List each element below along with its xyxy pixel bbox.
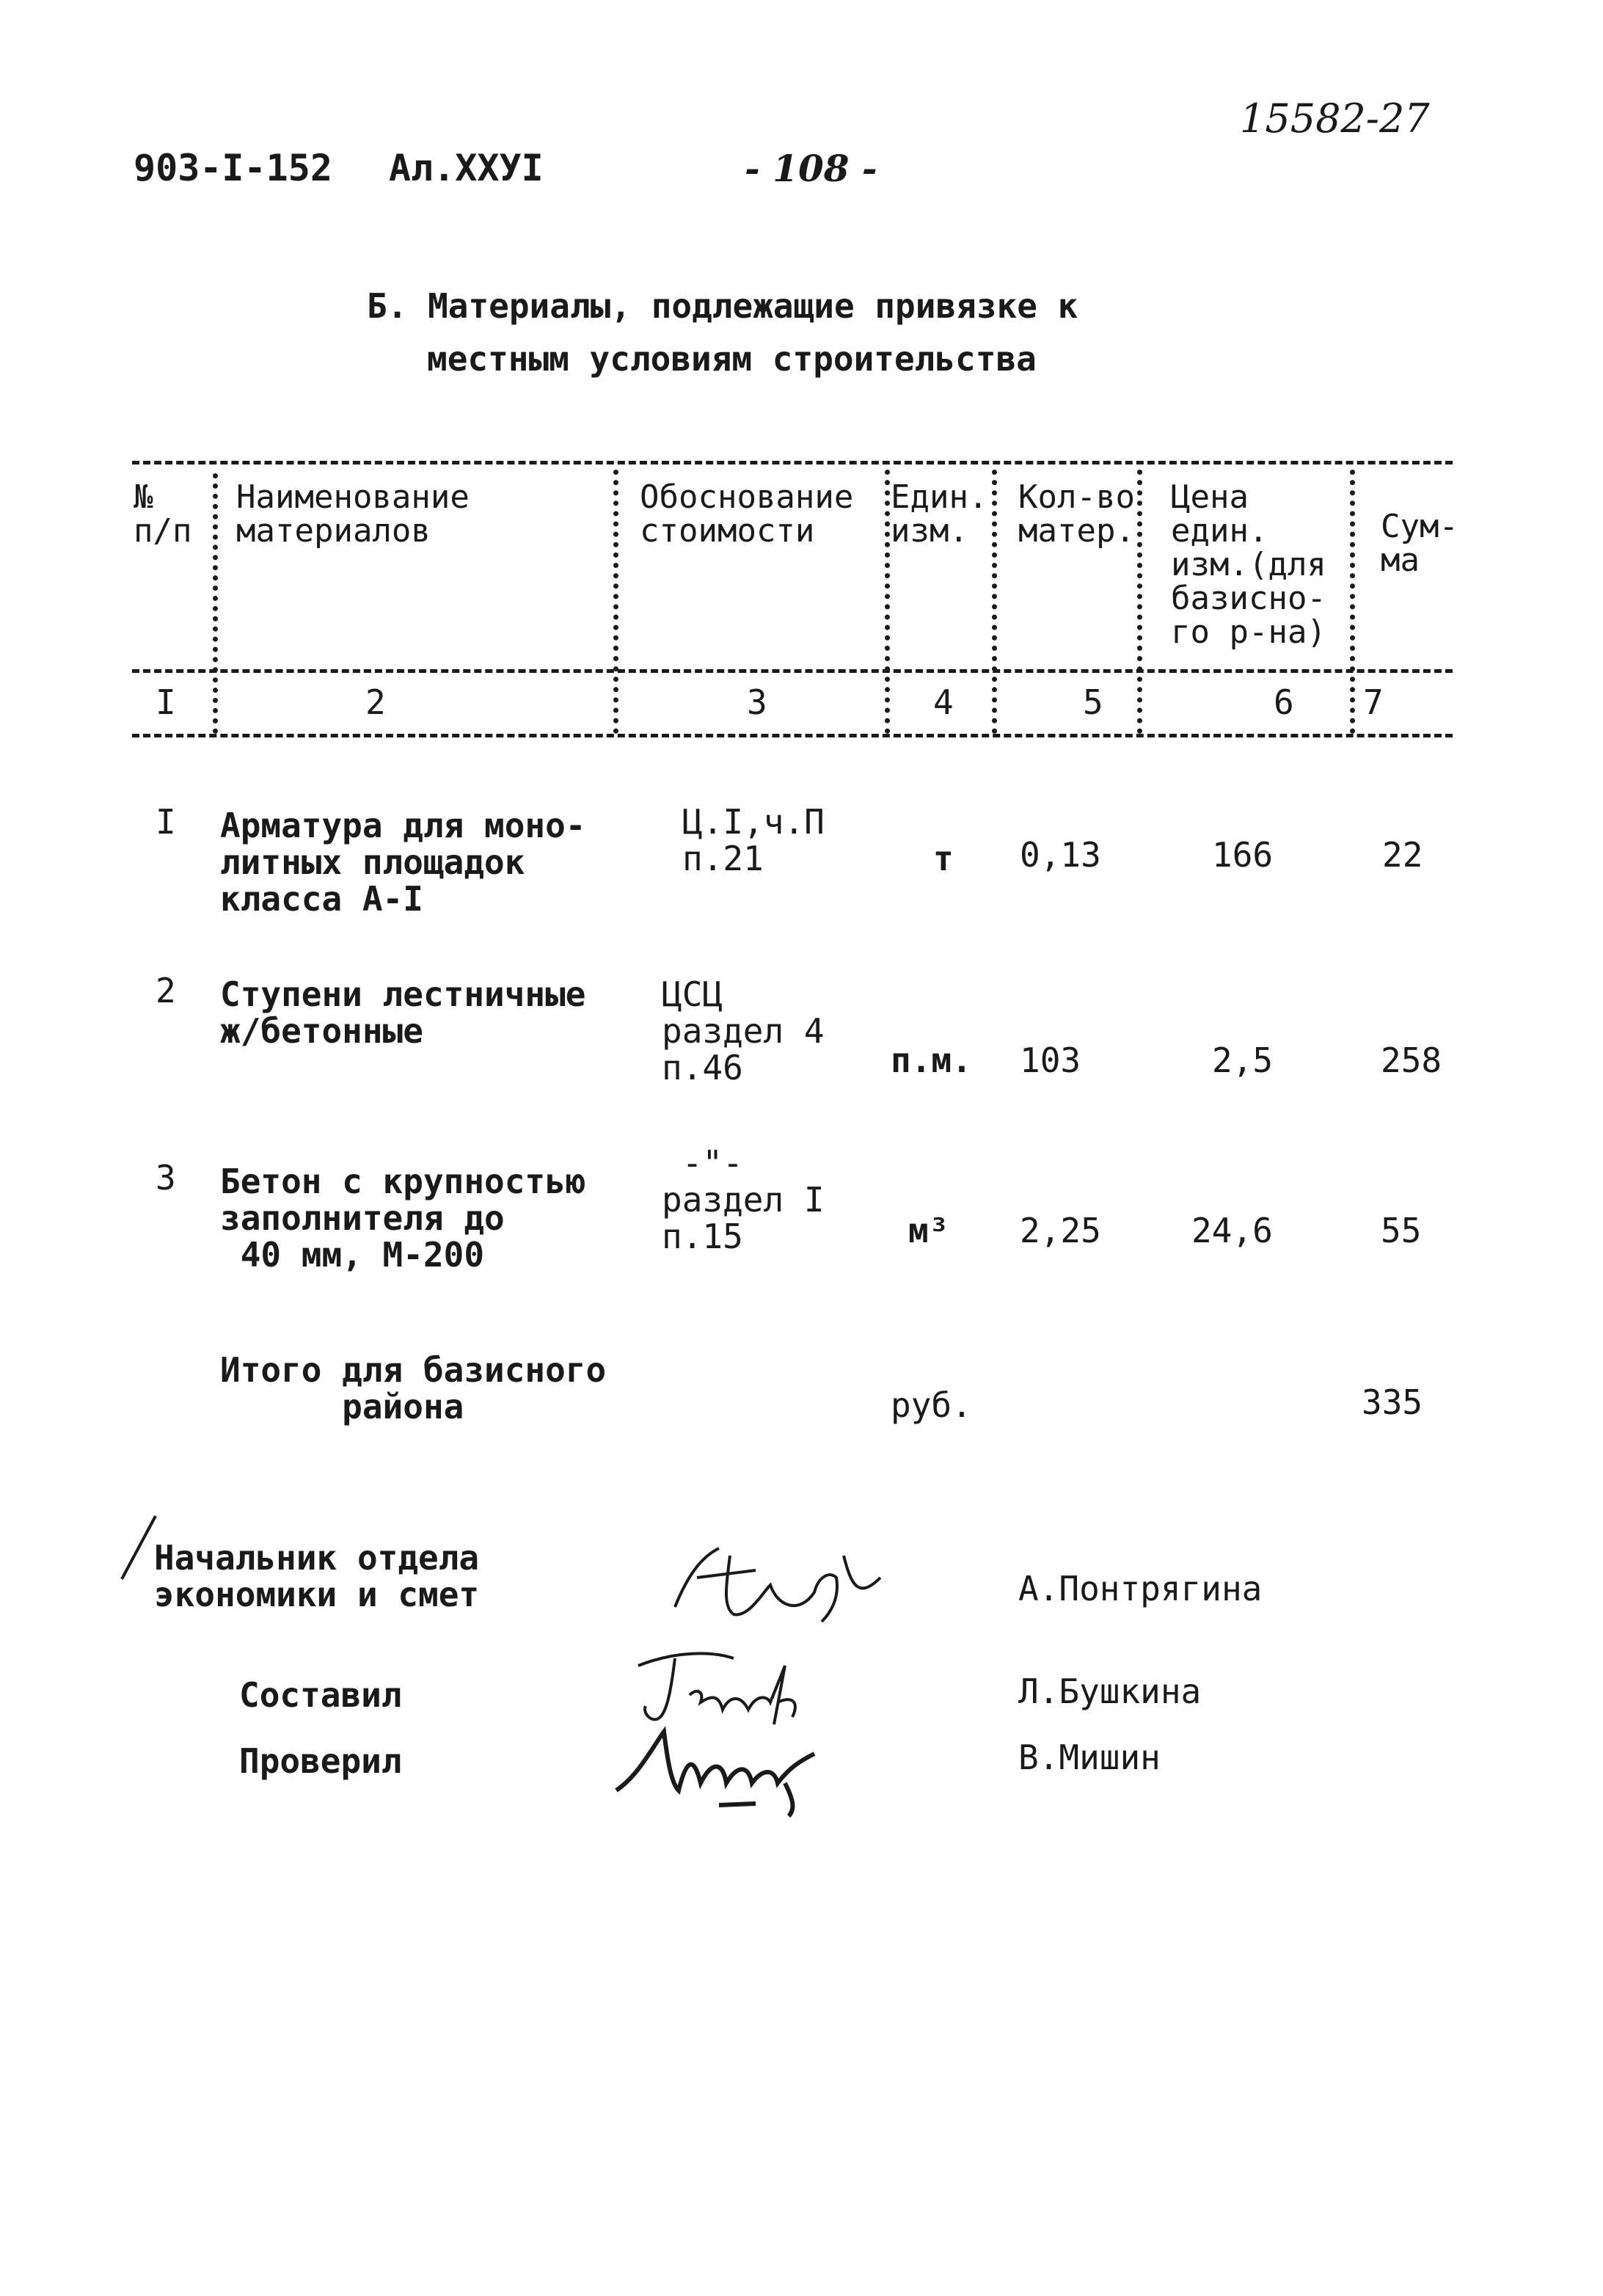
column-separator: [1350, 470, 1355, 734]
cost-basis: -"- раздел I п.15: [662, 1143, 825, 1256]
col-header-basis: Обоснование стоимости: [640, 478, 854, 550]
row-number: 3: [156, 1158, 176, 1198]
cost-basis: ЦСЦ раздел 4 п.46: [662, 974, 825, 1087]
column-numbers-rule: [132, 734, 1453, 737]
col-header-qty: Кол-во матер.: [1018, 478, 1135, 550]
unit: п.м.: [891, 1041, 972, 1080]
total-unit: руб.: [891, 1385, 972, 1425]
col-header-sum: Сум- ма: [1381, 508, 1458, 579]
material-name: Арматура для моно- литных площадок класса А-I: [220, 806, 586, 919]
col-number: 6: [1274, 682, 1294, 722]
col-header-unit: Един. изм.: [891, 478, 988, 550]
material-name: Ступени лестничные ж/бетонные: [220, 974, 586, 1051]
unit: м³: [908, 1211, 949, 1250]
row-number: I: [156, 802, 176, 842]
unit-price: 166: [1212, 835, 1274, 875]
table-top-rule: [132, 461, 1453, 464]
handwritten-signature: [609, 1717, 836, 1820]
section-title-line2: местным условиям строительства: [427, 339, 1037, 379]
quantity: 103: [1020, 1041, 1081, 1080]
unit: т: [933, 839, 954, 878]
signatory-role: Начальник отдела экономики и смет: [154, 1538, 480, 1614]
signatory-role: Проверил: [239, 1741, 402, 1781]
col-number: 3: [747, 682, 767, 722]
signatory-name: А.Понтрягина: [1018, 1569, 1263, 1608]
album-number: Ал.XXУI: [389, 147, 544, 189]
signatory-role: Составил: [239, 1675, 402, 1715]
column-separator: [885, 470, 890, 734]
col-number: I: [156, 682, 176, 722]
col-number: 4: [933, 682, 954, 722]
col-number: 2: [365, 682, 386, 722]
col-header-price: Цена един. изм.(для базисно- го р-на): [1171, 478, 1326, 651]
col-header-no: № п/п: [134, 478, 192, 550]
signatory-name: В.Мишин: [1018, 1738, 1161, 1777]
section-title-line1: Б. Материалы, подлежащие привязке к: [367, 286, 1078, 326]
col-number: 7: [1363, 682, 1384, 722]
cost-basis: Ц.I,ч.П п.21: [682, 802, 825, 878]
total-sum: 335: [1362, 1382, 1423, 1422]
unit-price: 24,6: [1191, 1211, 1273, 1250]
col-number: 5: [1083, 682, 1103, 722]
row-number: 2: [156, 971, 176, 1010]
signatory-name: Л.Бушкина: [1018, 1672, 1202, 1711]
sum: 55: [1381, 1211, 1422, 1250]
sum: 258: [1381, 1041, 1442, 1080]
handwritten-signature: [660, 1526, 895, 1636]
column-separator: [213, 473, 218, 734]
unit-price: 2,5: [1212, 1041, 1274, 1080]
sum: 22: [1382, 835, 1423, 875]
document-code: 903-I-152: [134, 147, 332, 189]
column-separator: [992, 470, 997, 734]
quantity: 0,13: [1020, 835, 1101, 875]
column-separator: [613, 470, 618, 734]
col-header-name: Наименование материалов: [236, 478, 470, 550]
material-name: Бетон с крупностью заполнителя до 40 мм, М-200: [220, 1162, 586, 1275]
archive-number: 15582-27: [1240, 95, 1430, 142]
column-separator: [1137, 470, 1142, 734]
quantity: 2,25: [1020, 1211, 1101, 1250]
page-number: - 108 -: [745, 147, 877, 190]
header-divider-rule: [132, 669, 1453, 673]
total-label: Итого для базисного района: [220, 1350, 607, 1426]
